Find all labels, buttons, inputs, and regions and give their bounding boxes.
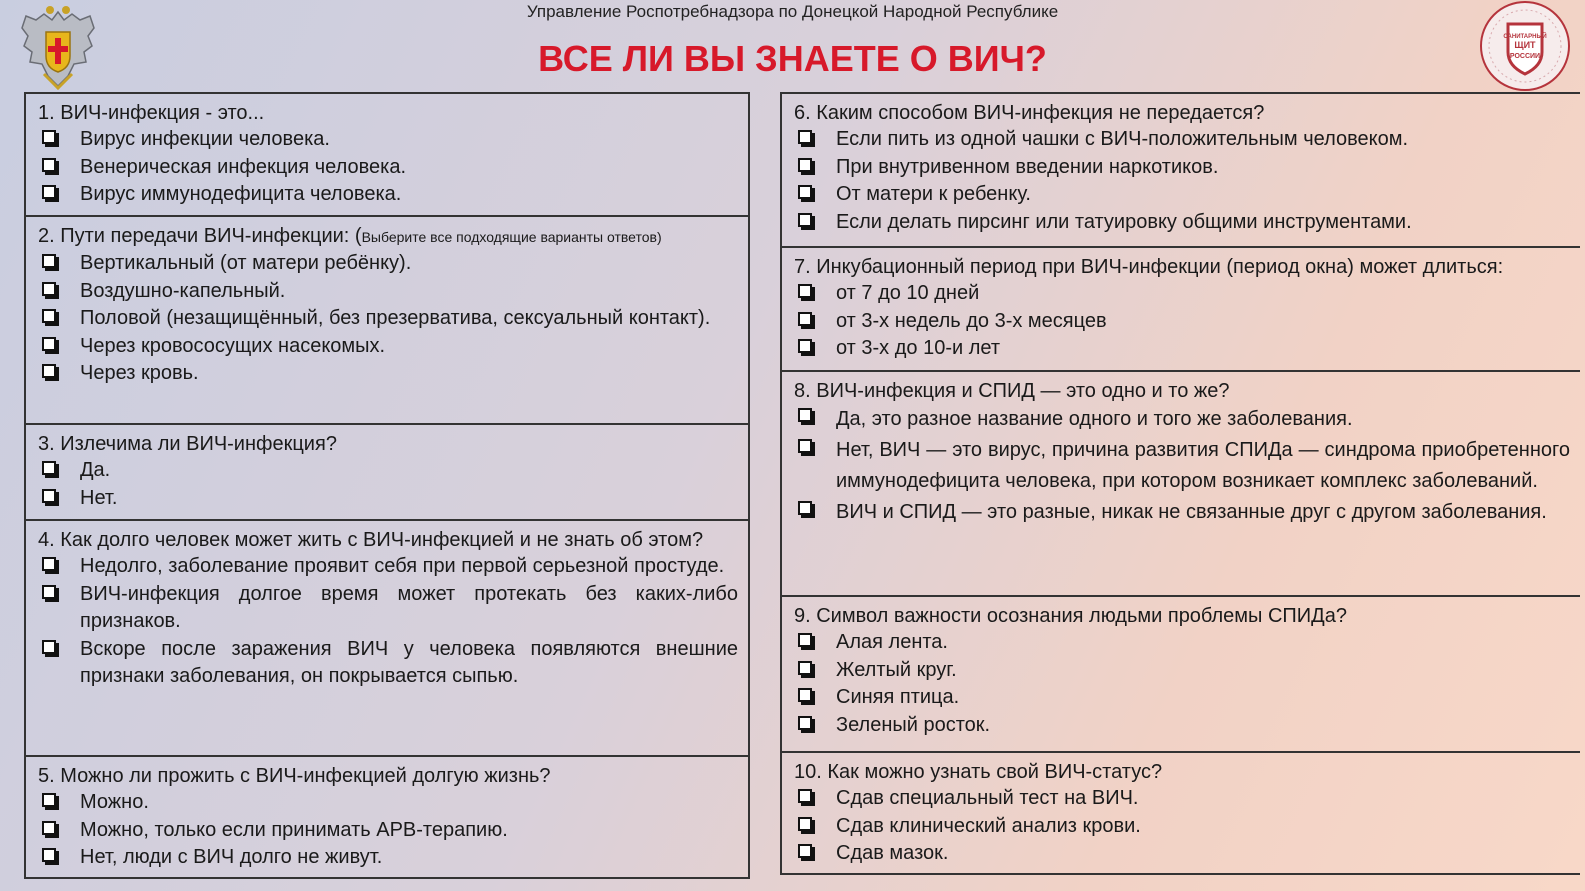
option-label: от 3-х недель до 3-х месяцев bbox=[836, 309, 1107, 332]
option-label: Можно, только если принимать АРВ-терапию. bbox=[80, 818, 508, 841]
question-note: Выберите все подходящие варианты ответов) bbox=[361, 229, 662, 245]
answer-option[interactable] bbox=[38, 333, 738, 361]
checkbox-icon[interactable] bbox=[42, 489, 62, 509]
option-label: Алая лента. bbox=[836, 631, 948, 653]
question-block-1 bbox=[26, 92, 748, 215]
organization-header: Управление Роспотребнадзора по Донецкой Народной Республике bbox=[526, 2, 1059, 21]
left-question-column bbox=[24, 92, 750, 879]
checkbox-icon[interactable] bbox=[42, 282, 62, 302]
checkbox-icon[interactable] bbox=[42, 557, 62, 577]
option-label: Вирус инфекции человека. bbox=[80, 128, 330, 150]
answer-option[interactable] bbox=[794, 712, 1570, 740]
checkbox-icon[interactable] bbox=[798, 844, 818, 864]
option-label: Через кровь. bbox=[80, 362, 199, 384]
answer-option[interactable] bbox=[38, 636, 738, 691]
option-label: Венерическая инфекция человека. bbox=[80, 155, 407, 178]
checkbox-icon[interactable] bbox=[798, 408, 818, 428]
answer-option[interactable] bbox=[38, 485, 738, 513]
checkbox-icon[interactable] bbox=[798, 158, 818, 178]
answer-option[interactable] bbox=[794, 435, 1570, 497]
option-label: Сдав мазок. bbox=[836, 842, 949, 864]
option-label: ВИЧ и СПИД — это разные, никак не связанные друг с другом заболевания. bbox=[836, 501, 1547, 523]
option-label: Если делать пирсинг или татуировку общими инструментами. bbox=[836, 210, 1412, 233]
coat-of-arms-icon bbox=[14, 2, 102, 90]
checkbox-icon[interactable] bbox=[42, 364, 62, 384]
question-text: 10. Как можно узнать свой ВИЧ-статус? bbox=[794, 761, 1163, 783]
question-text: 3. Излечима ли ВИЧ-инфекция? bbox=[38, 433, 337, 455]
checkbox-icon[interactable] bbox=[42, 254, 62, 274]
checkbox-icon[interactable] bbox=[798, 284, 818, 304]
shield-text-1: САНИТАРНЫЙ bbox=[1503, 34, 1547, 40]
option-label: Зеленый росток. bbox=[836, 713, 991, 736]
shield-text-2: ЩИТ bbox=[1514, 40, 1536, 50]
answer-option[interactable] bbox=[38, 360, 738, 388]
option-label: Вертикальный (от матери ребёнку). bbox=[80, 252, 412, 274]
question-text: 7. Инкубационный период при ВИЧ-инфекции (период окна) может длиться: bbox=[794, 256, 1504, 278]
answer-option[interactable] bbox=[794, 684, 1570, 712]
answer-option[interactable] bbox=[38, 181, 738, 209]
checkbox-icon[interactable] bbox=[798, 817, 818, 837]
option-label: При внутривенном введении наркотиков. bbox=[836, 155, 1219, 178]
answer-option[interactable] bbox=[794, 335, 1570, 363]
checkbox-icon[interactable] bbox=[798, 312, 818, 332]
checkbox-icon[interactable] bbox=[42, 793, 62, 813]
checkbox-icon[interactable] bbox=[42, 337, 62, 357]
checkbox-icon[interactable] bbox=[42, 821, 62, 841]
checkbox-icon[interactable] bbox=[42, 158, 62, 178]
answer-option[interactable] bbox=[794, 308, 1570, 336]
answer-option[interactable] bbox=[794, 840, 1570, 868]
checkbox-icon[interactable] bbox=[798, 501, 818, 521]
option-label: Да, это разное название одного и того же заболевания. bbox=[836, 408, 1353, 430]
answer-option[interactable] bbox=[38, 126, 738, 154]
answer-option[interactable] bbox=[794, 404, 1570, 435]
question-block-8 bbox=[782, 370, 1580, 595]
checkbox-icon[interactable] bbox=[798, 688, 818, 708]
option-label: от 7 до 10 дней bbox=[836, 282, 980, 304]
question-text: 9. Символ важности осознания людьми проблемы СПИДа? bbox=[794, 605, 1347, 627]
option-label: Сдав специальный тест на ВИЧ. bbox=[836, 787, 1139, 809]
question-block-7 bbox=[782, 246, 1580, 370]
answer-option[interactable] bbox=[38, 278, 738, 306]
question-block-5 bbox=[26, 755, 748, 879]
option-label: Через кровососущих насекомых. bbox=[80, 334, 386, 357]
answer-option[interactable] bbox=[794, 657, 1570, 685]
question-text: 5. Можно ли прожить с ВИЧ-инфекцией долгую жизнь? bbox=[38, 765, 551, 787]
question-block-3 bbox=[26, 423, 748, 519]
option-label: Недолго, заболевание проявит себя при первой серьезной простуде. bbox=[80, 555, 725, 577]
option-label: Вирус иммунодефицита человека. bbox=[80, 183, 402, 205]
answer-option[interactable] bbox=[38, 844, 738, 872]
answer-option[interactable] bbox=[794, 126, 1570, 154]
page-title: ВСЕ ЛИ ВЫ ЗНАЕТЕ О ВИЧ? bbox=[538, 38, 1047, 79]
answer-option[interactable] bbox=[794, 785, 1570, 813]
answer-option[interactable] bbox=[38, 553, 738, 581]
option-label: Если пить из одной чашки с ВИЧ-положительным человеком. bbox=[836, 128, 1409, 150]
answer-option[interactable] bbox=[38, 154, 738, 182]
answer-option[interactable] bbox=[38, 817, 738, 845]
answer-option[interactable] bbox=[38, 457, 738, 485]
option-label: Синяя птица. bbox=[836, 686, 960, 708]
question-text: 1. ВИЧ-инфекция - это... bbox=[38, 102, 265, 124]
option-label: от 3-х до 10-и лет bbox=[836, 337, 1001, 359]
answer-option[interactable] bbox=[794, 497, 1570, 528]
answer-option[interactable] bbox=[794, 154, 1570, 182]
option-label: Нет, ВИЧ — это вирус, причина развития СПИДа — синдрома приобретенного иммунодефицита человека, при котором возникает комплекс заболеваний. bbox=[836, 439, 1570, 492]
answer-option[interactable] bbox=[794, 629, 1570, 657]
checkbox-icon[interactable] bbox=[798, 716, 818, 736]
checkbox-icon[interactable] bbox=[42, 309, 62, 329]
question-text: 8. ВИЧ-инфекция и СПИД — это одно и то же? bbox=[794, 380, 1230, 402]
sanitary-shield-icon bbox=[1478, 0, 1572, 92]
option-label: ВИЧ-инфекция долгое время может протекать без каких-либо признаков. bbox=[80, 582, 738, 632]
answer-option[interactable] bbox=[794, 181, 1570, 209]
question-block-4 bbox=[26, 519, 748, 755]
question-text: 4. Как долго человек может жить с ВИЧ-инфекцией и не знать об этом? bbox=[38, 529, 704, 551]
option-label: Нет, люди с ВИЧ долго не живут. bbox=[80, 846, 383, 868]
option-label: От матери к ребенку. bbox=[836, 183, 1031, 205]
checkbox-icon[interactable] bbox=[798, 633, 818, 653]
question-block-6 bbox=[782, 92, 1580, 246]
question-block-2 bbox=[26, 215, 748, 423]
checkbox-icon[interactable] bbox=[42, 585, 62, 605]
checkbox-icon[interactable] bbox=[798, 661, 818, 681]
checkbox-icon[interactable] bbox=[798, 339, 818, 359]
answer-option[interactable] bbox=[38, 250, 738, 278]
answer-option[interactable] bbox=[38, 789, 738, 817]
checkbox-icon[interactable] bbox=[798, 789, 818, 809]
question-block-9 bbox=[782, 595, 1580, 751]
answer-option[interactable] bbox=[794, 280, 1570, 308]
answer-option[interactable] bbox=[38, 305, 738, 333]
option-label: Желтый круг. bbox=[836, 658, 957, 681]
option-label: Да. bbox=[80, 459, 111, 481]
answer-option[interactable] bbox=[794, 209, 1570, 237]
checkbox-icon[interactable] bbox=[798, 213, 818, 233]
answer-option[interactable] bbox=[794, 813, 1570, 841]
option-label: Нет. bbox=[80, 486, 118, 509]
right-question-column bbox=[780, 92, 1580, 875]
question-main: 2. Пути передачи ВИЧ-инфекции: ( bbox=[38, 225, 362, 247]
checkbox-icon[interactable] bbox=[42, 848, 62, 868]
option-label: Можно. bbox=[80, 791, 149, 813]
question-block-10 bbox=[782, 751, 1580, 875]
option-label: Сдав клинический анализ крови. bbox=[836, 814, 1141, 837]
checkbox-icon[interactable] bbox=[42, 640, 62, 660]
checkbox-icon[interactable] bbox=[798, 185, 818, 205]
shield-text-3: РОССИИ bbox=[1509, 53, 1541, 60]
question-text: 6. Каким способом ВИЧ-инфекция не передается? bbox=[794, 102, 1265, 124]
answer-option[interactable] bbox=[38, 581, 738, 636]
checkbox-icon[interactable] bbox=[42, 461, 62, 481]
checkbox-icon[interactable] bbox=[798, 130, 818, 150]
option-label: Половой (незащищённый, без презерватива, сексуальный контакт). bbox=[80, 307, 711, 329]
checkbox-icon[interactable] bbox=[42, 130, 62, 150]
checkbox-icon[interactable] bbox=[42, 185, 62, 205]
option-label: Воздушно-капельный. bbox=[80, 279, 286, 302]
option-label: Вскоре после заражения ВИЧ у человека появляются внешние признаки заболевания, он покрывается сыпью. bbox=[80, 637, 738, 687]
question-text bbox=[38, 223, 738, 250]
checkbox-icon[interactable] bbox=[798, 439, 818, 459]
